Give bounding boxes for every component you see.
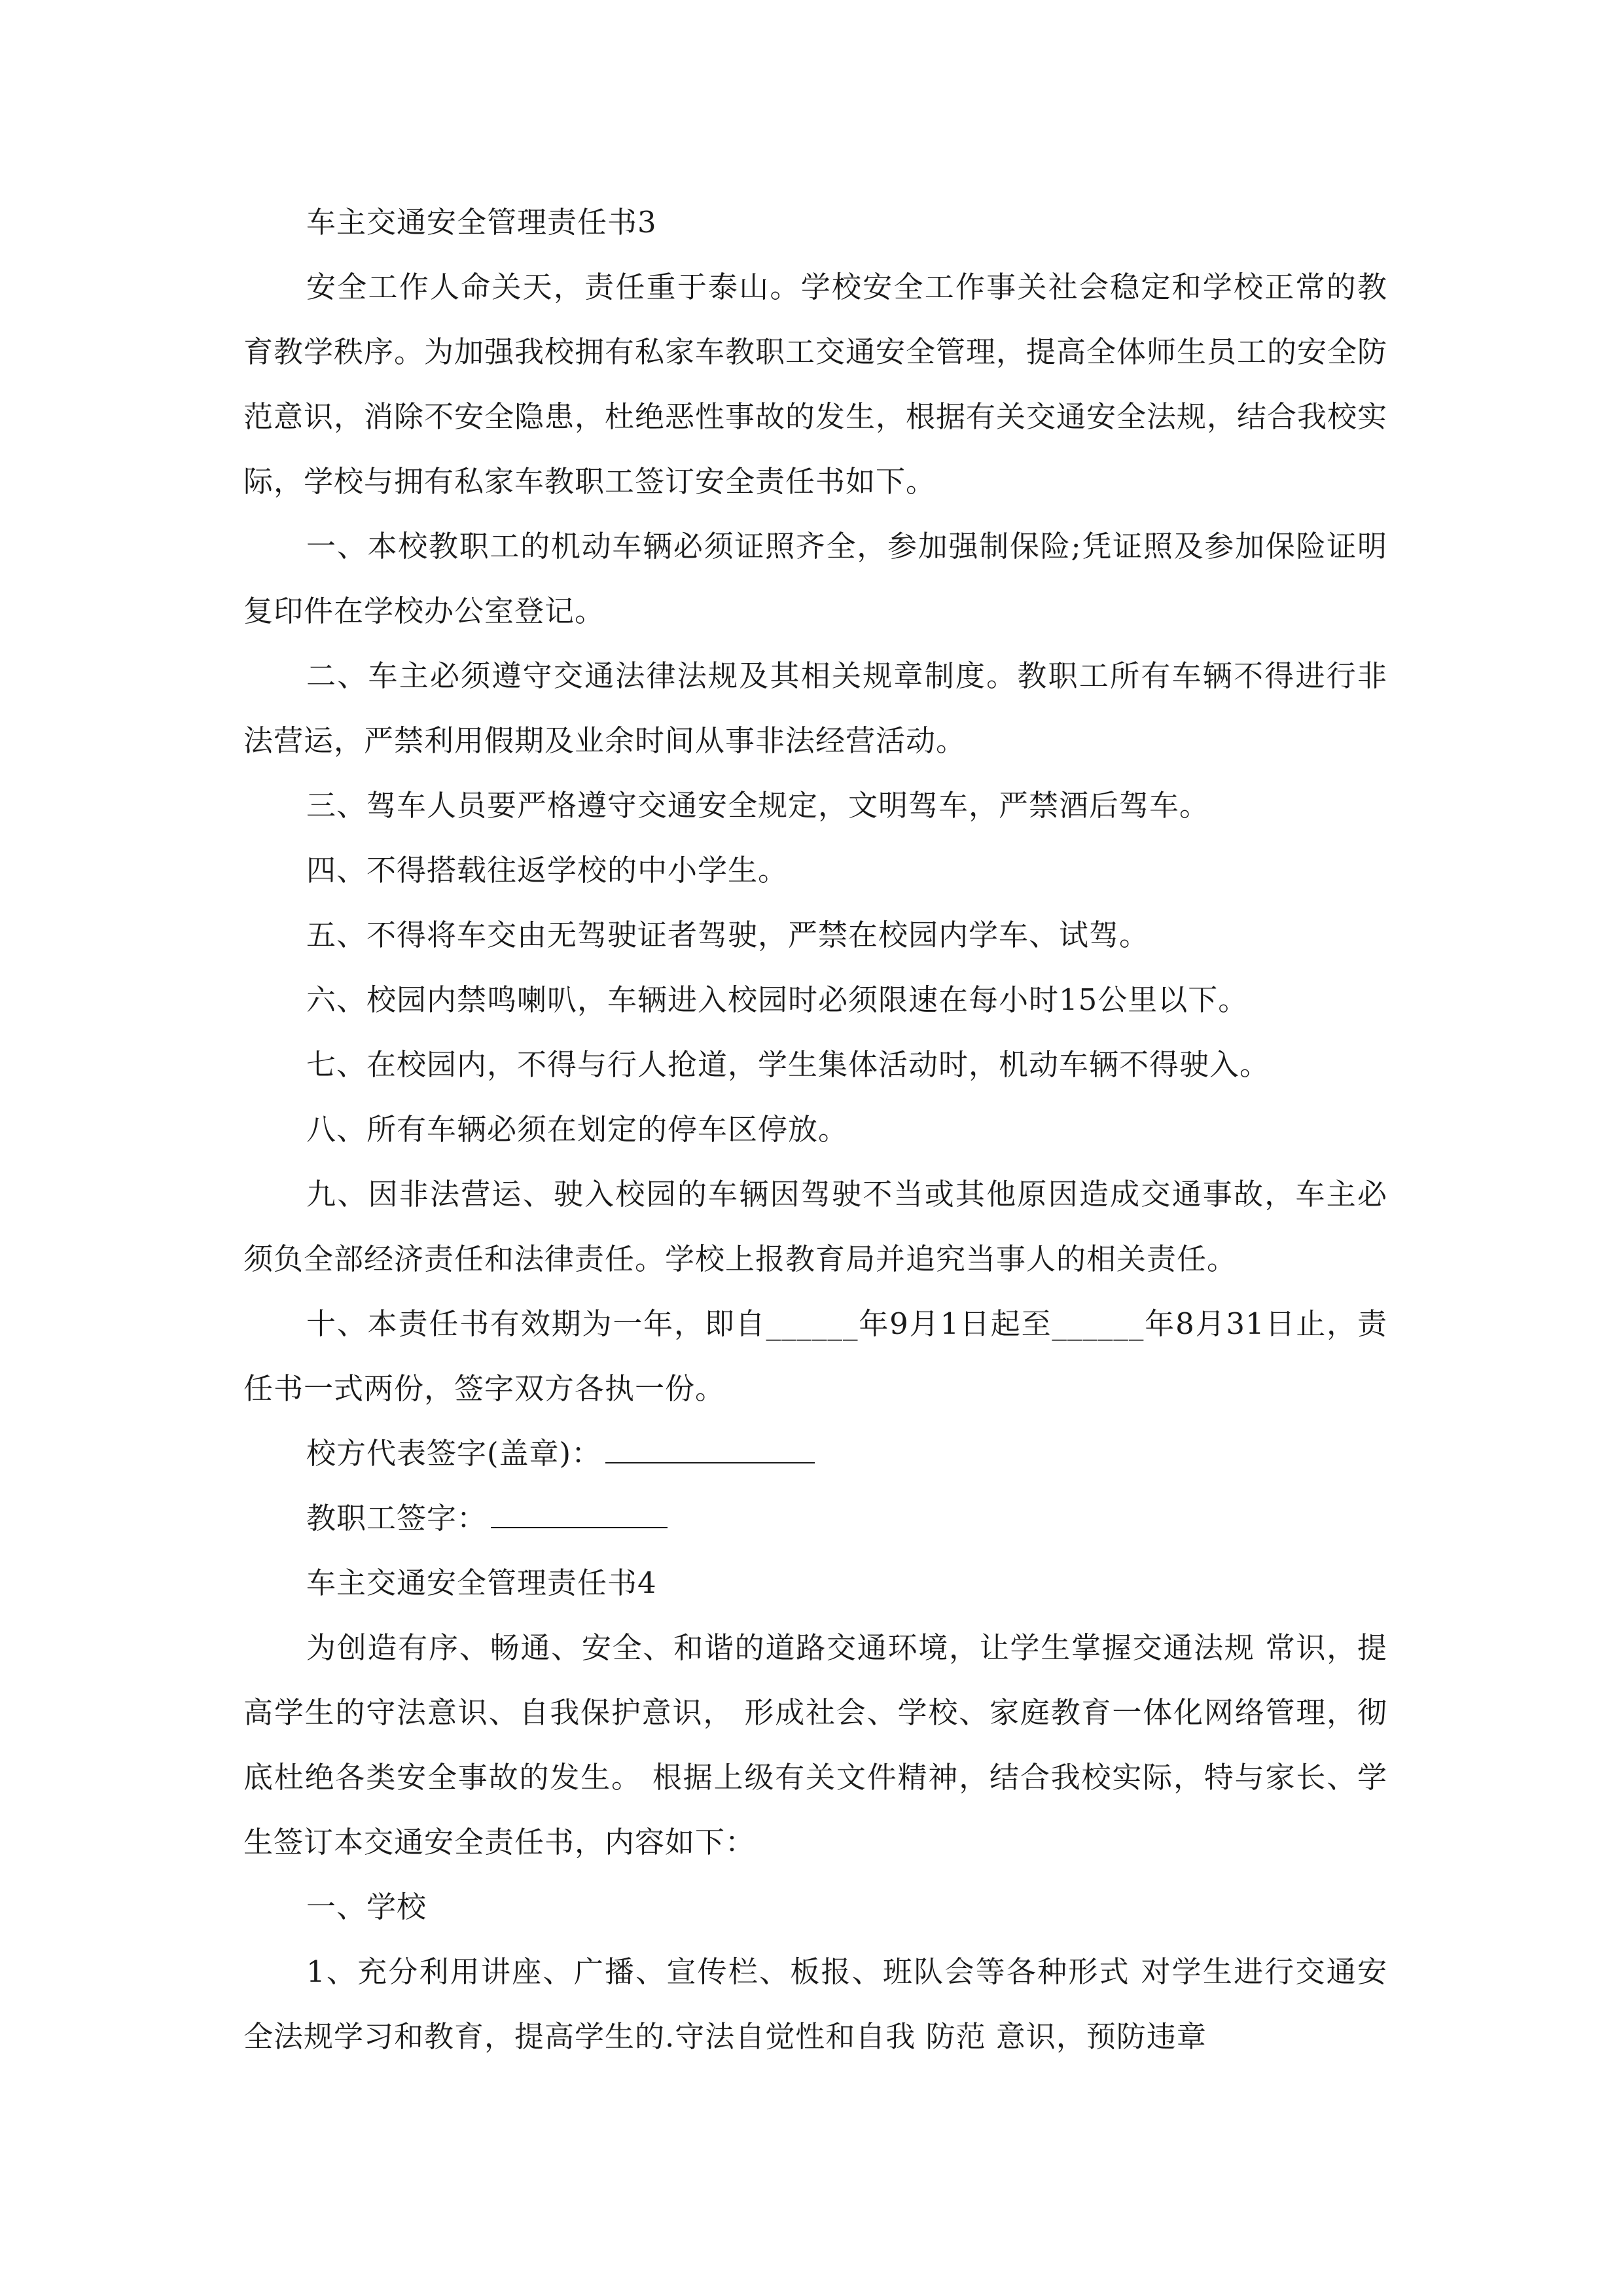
staff-signature-blank — [491, 1493, 668, 1528]
clause-3: 三、驾车人员要严格遵守交通安全规定，文明驾车，严禁酒后驾车。 — [306, 788, 1210, 823]
clause-7: 七、在校园内，不得与行人抢道，学生集体活动时，机动车辆不得驶入。 — [306, 1047, 1270, 1082]
clause-4: 四、不得搭载往返学校的中小学生。 — [306, 853, 789, 888]
intro-paragraph-3: 安全工作人命关天，责任重于泰山。学校安全工作事关社会稳定和学校正常的教育教学秩序。为加强我校拥有私家车教职工交通安全管理，提高全体师生员工的安全防范意识，消除不安全隐患，杜绝恶性事故的发生，根据有关交通安全法规，结合我校实际，学校与拥有私家车教职工签订安全责任书如下。 — [243, 270, 1388, 499]
doc-title-3: 车主交通安全管理责任书3 — [306, 205, 657, 240]
school-point-1: 1、充分利用讲座、广播、宣传栏、板报、班队会等各种形式 对学生进行交通安全法规学习和教育，提高学生的.守法自觉性和自我 防范 意识，预防违章 — [243, 1954, 1387, 2054]
clause-2: 二、车主必须遵守交通法律法规及其相关规章制度。教职工所有车辆不得进行非法营运，严禁利用假期及业余时间从事非法经营活动。 — [243, 658, 1387, 758]
staff-signature-label: 教职工签字： — [306, 1501, 488, 1535]
clause-6: 六、校园内禁鸣喇叭，车辆进入校园时必须限速在每小时15公里以下。 — [306, 982, 1249, 1017]
doc-title-4: 车主交通安全管理责任书4 — [306, 1566, 657, 1600]
section-heading-school: 一、学校 — [306, 1890, 427, 1924]
clause-10: 十、本责任书有效期为一年，即自______年9月1日起至______年8月31日止，责任书一式两份，签字双方各执一份。 — [243, 1306, 1387, 1406]
clause-8: 八、所有车辆必须在划定的停车区停放。 — [306, 1112, 849, 1147]
document-page — [243, 190, 1387, 2069]
school-signature-blank — [605, 1428, 815, 1463]
clause-9: 九、因非法营运、驶入校园的车辆因驾驶不当或其他原因造成交通事故，车主必须负全部经济责任和法律责任。学校上报教育局并追究当事人的相关责任。 — [243, 1177, 1387, 1276]
staff-signature-line — [243, 1486, 1387, 1551]
school-signature-line — [243, 1421, 1387, 1486]
clause-5: 五、不得将车交由无驾驶证者驾驶，严禁在校园内学车、试驾。 — [306, 918, 1150, 952]
intro-paragraph-4: 为创造有序、畅通、安全、和谐的道路交通环境，让学生掌握交通法规 常识，提高学生的守法意识、自我保护意识， 形成社会、学校、家庭教育一体化网络管理，彻底杜绝各类安全事故的发生。 根据上级有关文件精神，结合我校实际，特与家长、学生签订本交通安全责任书，内容如下： — [243, 1630, 1387, 1859]
clause-1: 一、本校教职工的机动车辆必须证照齐全，参加强制保险;凭证照及参加保险证明复印件在学校办公室登记。 — [243, 529, 1387, 628]
school-signature-label: 校方代表签字(盖章)： — [306, 1436, 602, 1471]
